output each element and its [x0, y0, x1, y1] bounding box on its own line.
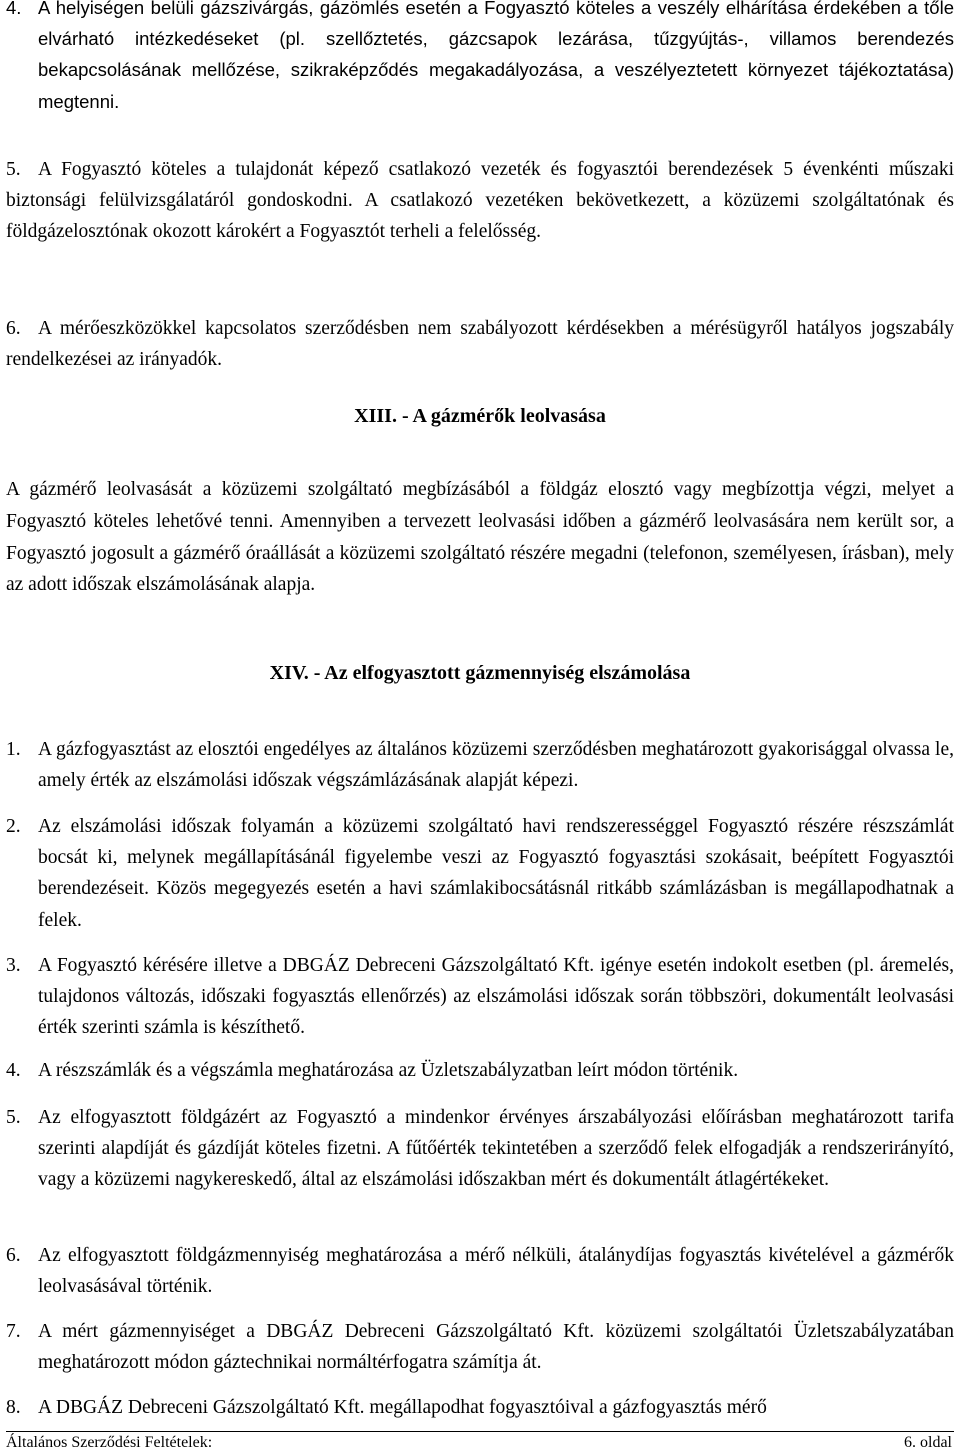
footer-divider	[6, 1431, 954, 1432]
item-number: 6.	[6, 318, 21, 339]
list-item-4	[6, 0, 954, 117]
item-number: 4.	[6, 0, 22, 18]
item-number: 8.	[6, 1397, 21, 1418]
item-text: A részszámlák és a végszámla meghatározása az Üzletszabályzatban leírt módon történik.	[38, 1060, 739, 1081]
item-number: 5.	[6, 1107, 21, 1128]
list-item-xiv-6	[6, 1240, 954, 1302]
item-number: 3.	[6, 955, 21, 976]
item-text: A DBGÁZ Debreceni Gázszolgáltató Kft. megállapodhat fogyasztóival a gázfogyasztás mérő	[38, 1397, 767, 1418]
section-xiii-paragraph: A gázmérő leolvasását a közüzemi szolgáltató megbízásából a földgáz elosztó vagy megbízottja végzi, melyet a Fogyasztó köteles lehetővé tenni. Amennyiben a tervezett leolvasási időben a gázmérő leolvasására nem került sor, a Fogyasztó jogosult a gázmérő óraállását a közüzemi szolgáltató részére megadni (telefonon, személyesen, írásban), mely az adott időszak elszámolásának alapja.	[6, 479, 954, 596]
item-number: 7.	[6, 1321, 21, 1342]
item-text: A gázfogyasztást az elosztói engedélyes az általános közüzemi szerződésben meghatározott gyakorisággal olvassa le, amely érték az elszámolási időszak végszámlázásának alapját képezi.	[38, 739, 954, 792]
section-heading-xiii: XIII. - A gázmérők leolvasása	[354, 405, 606, 427]
list-item-xiv-3	[6, 950, 954, 1044]
item-text: A Fogyasztó köteles a tulajdonát képező csatlakozó vezeték és fogyasztói berendezések 5 évenkénti műszaki biztonsági felülvizsgálatáról gondoskodni. A csatlakozó vezetéken bekövetkezett, a közüzemi szolgáltatónak és földgázelosztónak okozott károkért a Fogyasztót terheli a felelősség.	[6, 159, 954, 243]
list-item-xiv-5	[6, 1102, 954, 1196]
item-text: A Fogyasztó kérésére illetve a DBGÁZ Debreceni Gázszolgáltató Kft. igénye esetén indokolt esetben (pl. áremelés, tulajdonos változás, időszaki fogyasztás ellenőrzés) az elszámolási időszak során többszöri, dokumentált leolvasási érték szerinti számla is készíthető.	[38, 955, 954, 1039]
item-number: 6.	[6, 1245, 21, 1266]
list-item-xiv-8	[6, 1392, 954, 1423]
list-item-6	[6, 313, 954, 375]
item-number: 1.	[6, 739, 21, 760]
item-text: Az elfogyasztott földgázért az Fogyasztó a mindenkor érvényes árszabályozási előírásban meghatározott tarifa szerinti alapdíját és gázdíját köteles fizetni. A fűtőérték tekintetében a szerződő felek elfogadják a rendszerirányító, vagy a közüzemi nagykereskedő, által az elszámolási időszakban mért és dokumentált átlagértékeket.	[38, 1107, 954, 1191]
item-text: A mérőeszközökkel kapcsolatos szerződésben nem szabályozott kérdésekben a mérésügyről hatályos jogszabály rendelkezései az irányadók.	[6, 318, 954, 371]
list-item-xiv-2	[6, 811, 954, 936]
list-item-xiv-4	[6, 1055, 954, 1086]
item-text: A mért gázmennyiséget a DBGÁZ Debreceni Gázszolgáltató Kft. közüzemi szolgáltatói Üzletszabályzatában meghatározott módon gáztechnikai normáltérfogatra számítja át.	[38, 1321, 954, 1374]
item-text: Az elszámolási időszak folyamán a közüzemi szolgáltató havi rendszerességgel Fogyasztó részére részszámlát bocsát ki, melynek megállapításánál figyelembe veszi az Fogyasztó fogyasztási szokásait, beépített Fogyasztói berendezéseit. Közös megegyezés esetén a havi számlakibocsátásnál ritkább számlázásban is megállapodhatnak a felek.	[38, 816, 954, 931]
item-number: 5.	[6, 159, 21, 180]
item-number: 4.	[6, 1060, 21, 1081]
item-text: A helyiségen belüli gázszivárgás, gázömlés esetén a Fogyasztó köteles a veszély elhárítása érdekében a tőle elvárható intézkedéseket (pl. szellőztetés, gázcsapok lezárása, tűzgyújtás-, villamos berendezés bekapcsolásának mellőzése, szikraképződés megakadályozása, a veszélyeztetett környezet tájékoztatása) megtenni.	[38, 0, 954, 112]
footer-document-title: Általános Szerződési Feltételek:	[6, 1434, 213, 1451]
list-item-5	[6, 154, 954, 248]
footer-page-number: 6. oldal	[904, 1434, 952, 1451]
section-heading-xiv: XIV. - Az elfogyasztott gázmennyiség elszámolása	[269, 662, 691, 684]
item-number: 2.	[6, 816, 21, 837]
list-item-xiv-7	[6, 1316, 954, 1378]
list-item-xiv-1	[6, 734, 954, 796]
item-text: Az elfogyasztott földgázmennyiség meghatározása a mérő nélküli, átalánydíjas fogyasztás kivételével a gázmérők leolvasásával történik.	[38, 1245, 954, 1298]
